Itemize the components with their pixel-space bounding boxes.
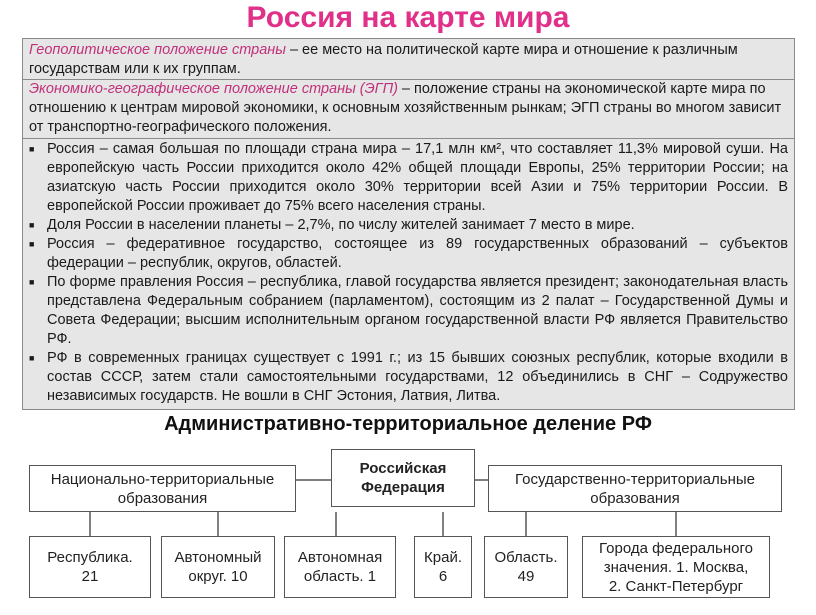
leaf-node-label: Республика. 21 — [47, 549, 133, 585]
definition-text: – ее место на политической карте мира и отношение к различным государствам или к их группам. — [29, 42, 738, 77]
leaf-node-label: Города федерального значения. 1. Москва, 2. Санкт-Петербург — [599, 539, 753, 595]
leaf-node-federal-cities — [582, 536, 770, 598]
leaf-node-label: Автономный округ. 10 — [174, 549, 262, 585]
list-item-text: Доля России в населении планеты – 2,7%, по числу жителей занимает 7 место в мире. — [47, 217, 635, 233]
page-title: Россия на карте мира — [246, 1, 570, 34]
group-node-state-territorial — [488, 465, 782, 512]
leaf-node-oblast — [484, 536, 568, 598]
group-node-label: Государственно-территориальные образования — [514, 470, 755, 507]
list-item-text: РФ в современных границах существует с 1991 г.; из 15 бывших союзных республик, которые входили в состав СССР, затем стали самостоятельными государствами, 12 объединились в СНГ – Содружество независимых государств. Не вошли в СНГ Эстония, Латвия, Литва. — [47, 350, 788, 404]
leaf-node-label: Автономная область. 1 — [297, 549, 383, 585]
diagram-title: Административно-территориальное деление РФ — [164, 413, 652, 435]
leaf-node-republic — [29, 536, 151, 598]
leaf-node-autonomous-oblast — [284, 536, 396, 598]
group-node-national-territorial — [29, 465, 296, 512]
bullet-icon: ■ — [29, 353, 35, 363]
group-node-label: Национально-территориальные образования — [50, 470, 275, 507]
root-node-label: Российская Федерация — [359, 460, 447, 496]
definition-text: – положение страны на экономической карте мира по отношению к центрам мировой экономики, к основным хозяйственным рынкам; ЭГП страны во многом зависит от транспортно-географического положения. — [29, 81, 782, 135]
definition-term: Геополитическое положение страны — [29, 42, 286, 58]
bullet-icon: ■ — [29, 144, 35, 154]
bullet-icon: ■ — [29, 220, 35, 230]
leaf-node-label: Область. 49 — [494, 549, 558, 585]
leaf-node-autonomous-okrug — [161, 536, 275, 598]
leaf-node-krai — [414, 536, 472, 598]
root-node-russian-federation — [331, 449, 475, 507]
list-item-text: По форме правления Россия – республика, главой государства является президент; законодательная власть представлена Федеральным собранием (парламентом), состоящим из 2 палат – Государственной Думы и Совета Федерации; высшим исполнительным органом государственной власти РФ является Правительство РФ. — [47, 274, 788, 347]
bullet-icon: ■ — [29, 277, 35, 287]
list-item-text: Россия – федеративное государство, состоящее из 89 государственных образований – субъектов федерации – республик, округов, областей. — [47, 236, 788, 271]
definition-term: Экономико-географическое положение страны (ЭГП) — [29, 81, 398, 97]
leaf-node-label: Край. 6 — [424, 549, 462, 585]
bullet-icon: ■ — [29, 239, 35, 249]
list-item-text: Россия – самая большая по площади страна мира – 17,1 млн км², что составляет 11,3% мировой суши. На европейскую часть России приходится около 42% общей площади Европы, 25% территории России; на азиатскую часть России приходится около 30% территории всей Азии и 75% территории России. В европейской России проживает до 75% всего населения страны. — [47, 141, 788, 214]
